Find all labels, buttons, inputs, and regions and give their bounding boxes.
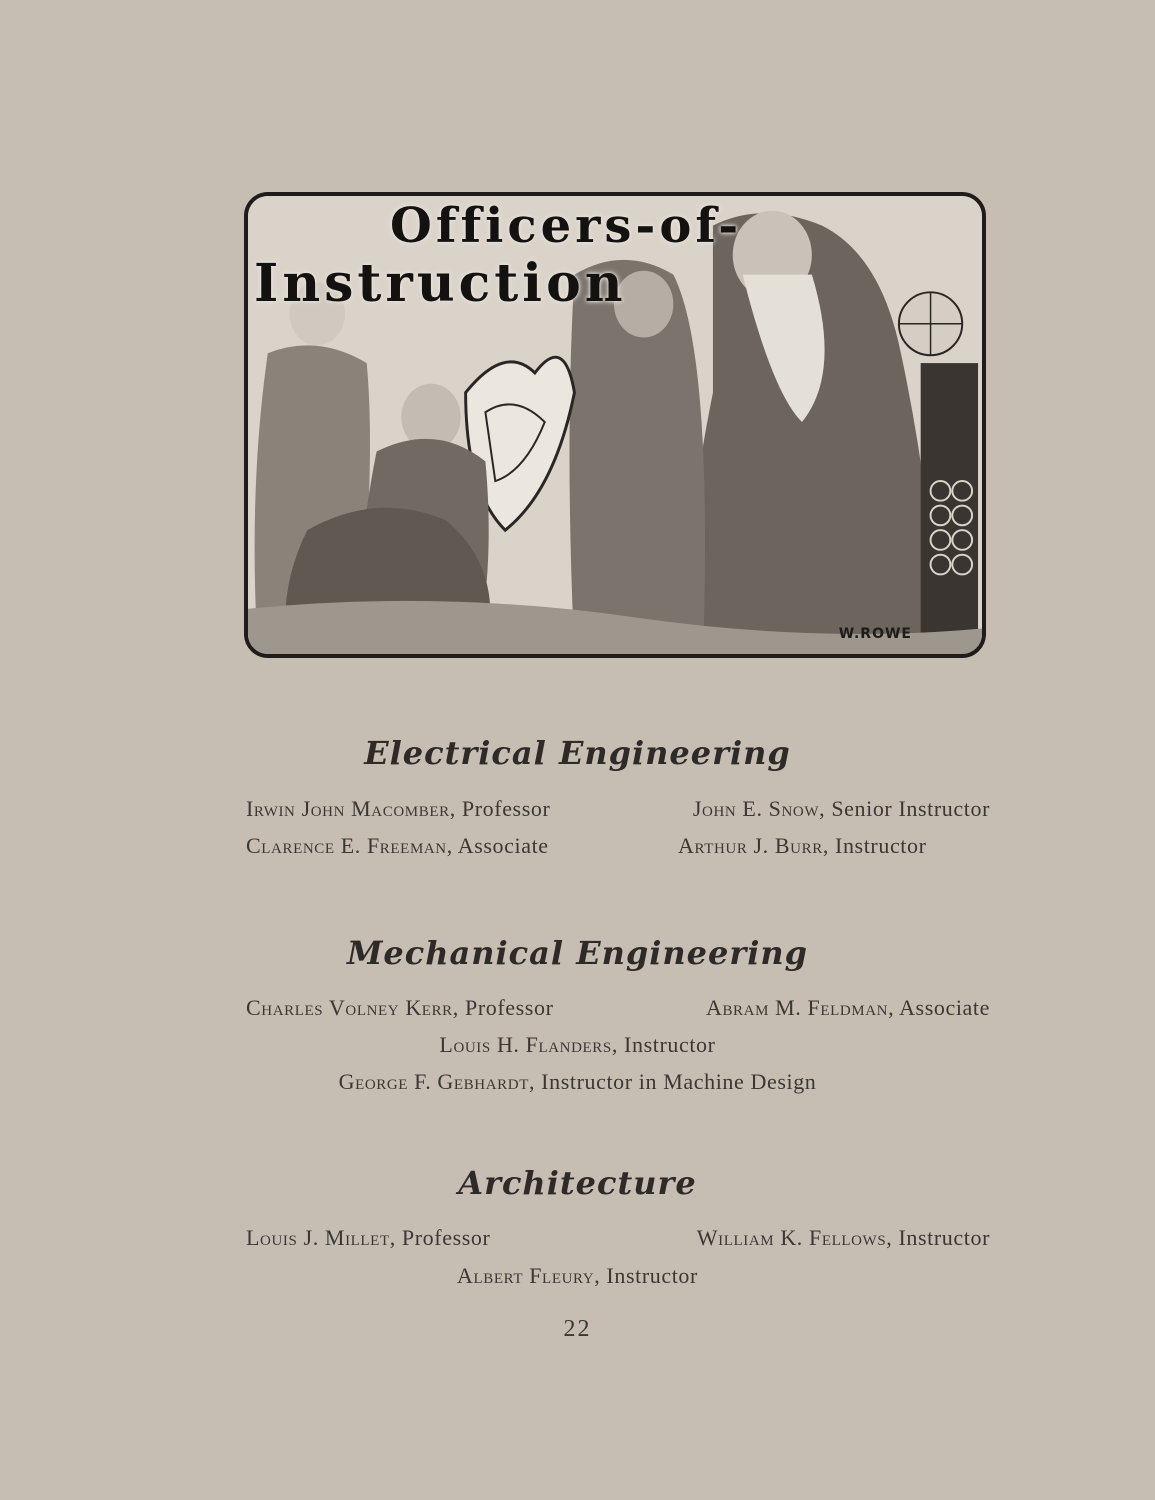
faculty-name: John E. Snow (692, 796, 820, 821)
artist-signature: W.ROWE (838, 626, 912, 642)
electrical-engineering-heading: Electrical Engineering (364, 734, 791, 772)
faculty-name: Abram M. Feldman (705, 995, 889, 1020)
faculty-role: , Instructor (822, 833, 927, 858)
faculty-name: Charles Volney Kerr (246, 995, 453, 1020)
faculty-name: William K. Fellows (696, 1225, 887, 1250)
illustration-title-line-2: Instruction (254, 253, 627, 314)
faculty-role: , Associate (888, 995, 990, 1020)
faculty-role: , Instructor in Machine Design (528, 1069, 817, 1094)
faculty-role: , Instructor (594, 1263, 698, 1288)
faculty-entry (246, 1225, 490, 1251)
faculty-role: , Instructor (886, 1225, 990, 1250)
faculty-name: Clarence E. Freeman (246, 833, 447, 858)
faculty-name: George F. Gebhardt (338, 1069, 529, 1094)
faculty-name: Louis H. Flanders (439, 1032, 612, 1057)
faculty-role: , Professor (389, 1225, 491, 1250)
header-illustration (244, 192, 986, 658)
faculty-entry (697, 1225, 990, 1251)
faculty-name: Albert Fleury (457, 1263, 595, 1288)
faculty-entry (246, 833, 549, 859)
faculty-entry (693, 796, 990, 822)
faculty-entry (246, 796, 550, 822)
faculty-name: Irwin John Macomber (246, 796, 450, 821)
faculty-role: , Senior Instructor (819, 796, 990, 821)
mechanical-engineering-heading: Mechanical Engineering (346, 934, 809, 972)
faculty-entry (706, 995, 990, 1021)
illustration-title-line-1: Officers-of- (390, 198, 743, 254)
faculty-entry (0, 1263, 1155, 1289)
faculty-role: , Instructor (611, 1032, 716, 1057)
architecture-heading: Architecture (458, 1164, 697, 1202)
faculty-name: Louis J. Millet (246, 1225, 390, 1250)
faculty-role: , Professor (452, 995, 554, 1020)
faculty-entry (678, 833, 927, 859)
faculty-role: , Professor (449, 796, 551, 821)
faculty-entry (0, 1069, 1155, 1095)
faculty-name: Arthur J. Burr (678, 833, 823, 858)
faculty-entry (0, 1032, 1155, 1058)
faculty-entry (246, 995, 554, 1021)
faculty-role: , Associate (446, 833, 549, 858)
page-number: 22 (563, 1316, 592, 1342)
